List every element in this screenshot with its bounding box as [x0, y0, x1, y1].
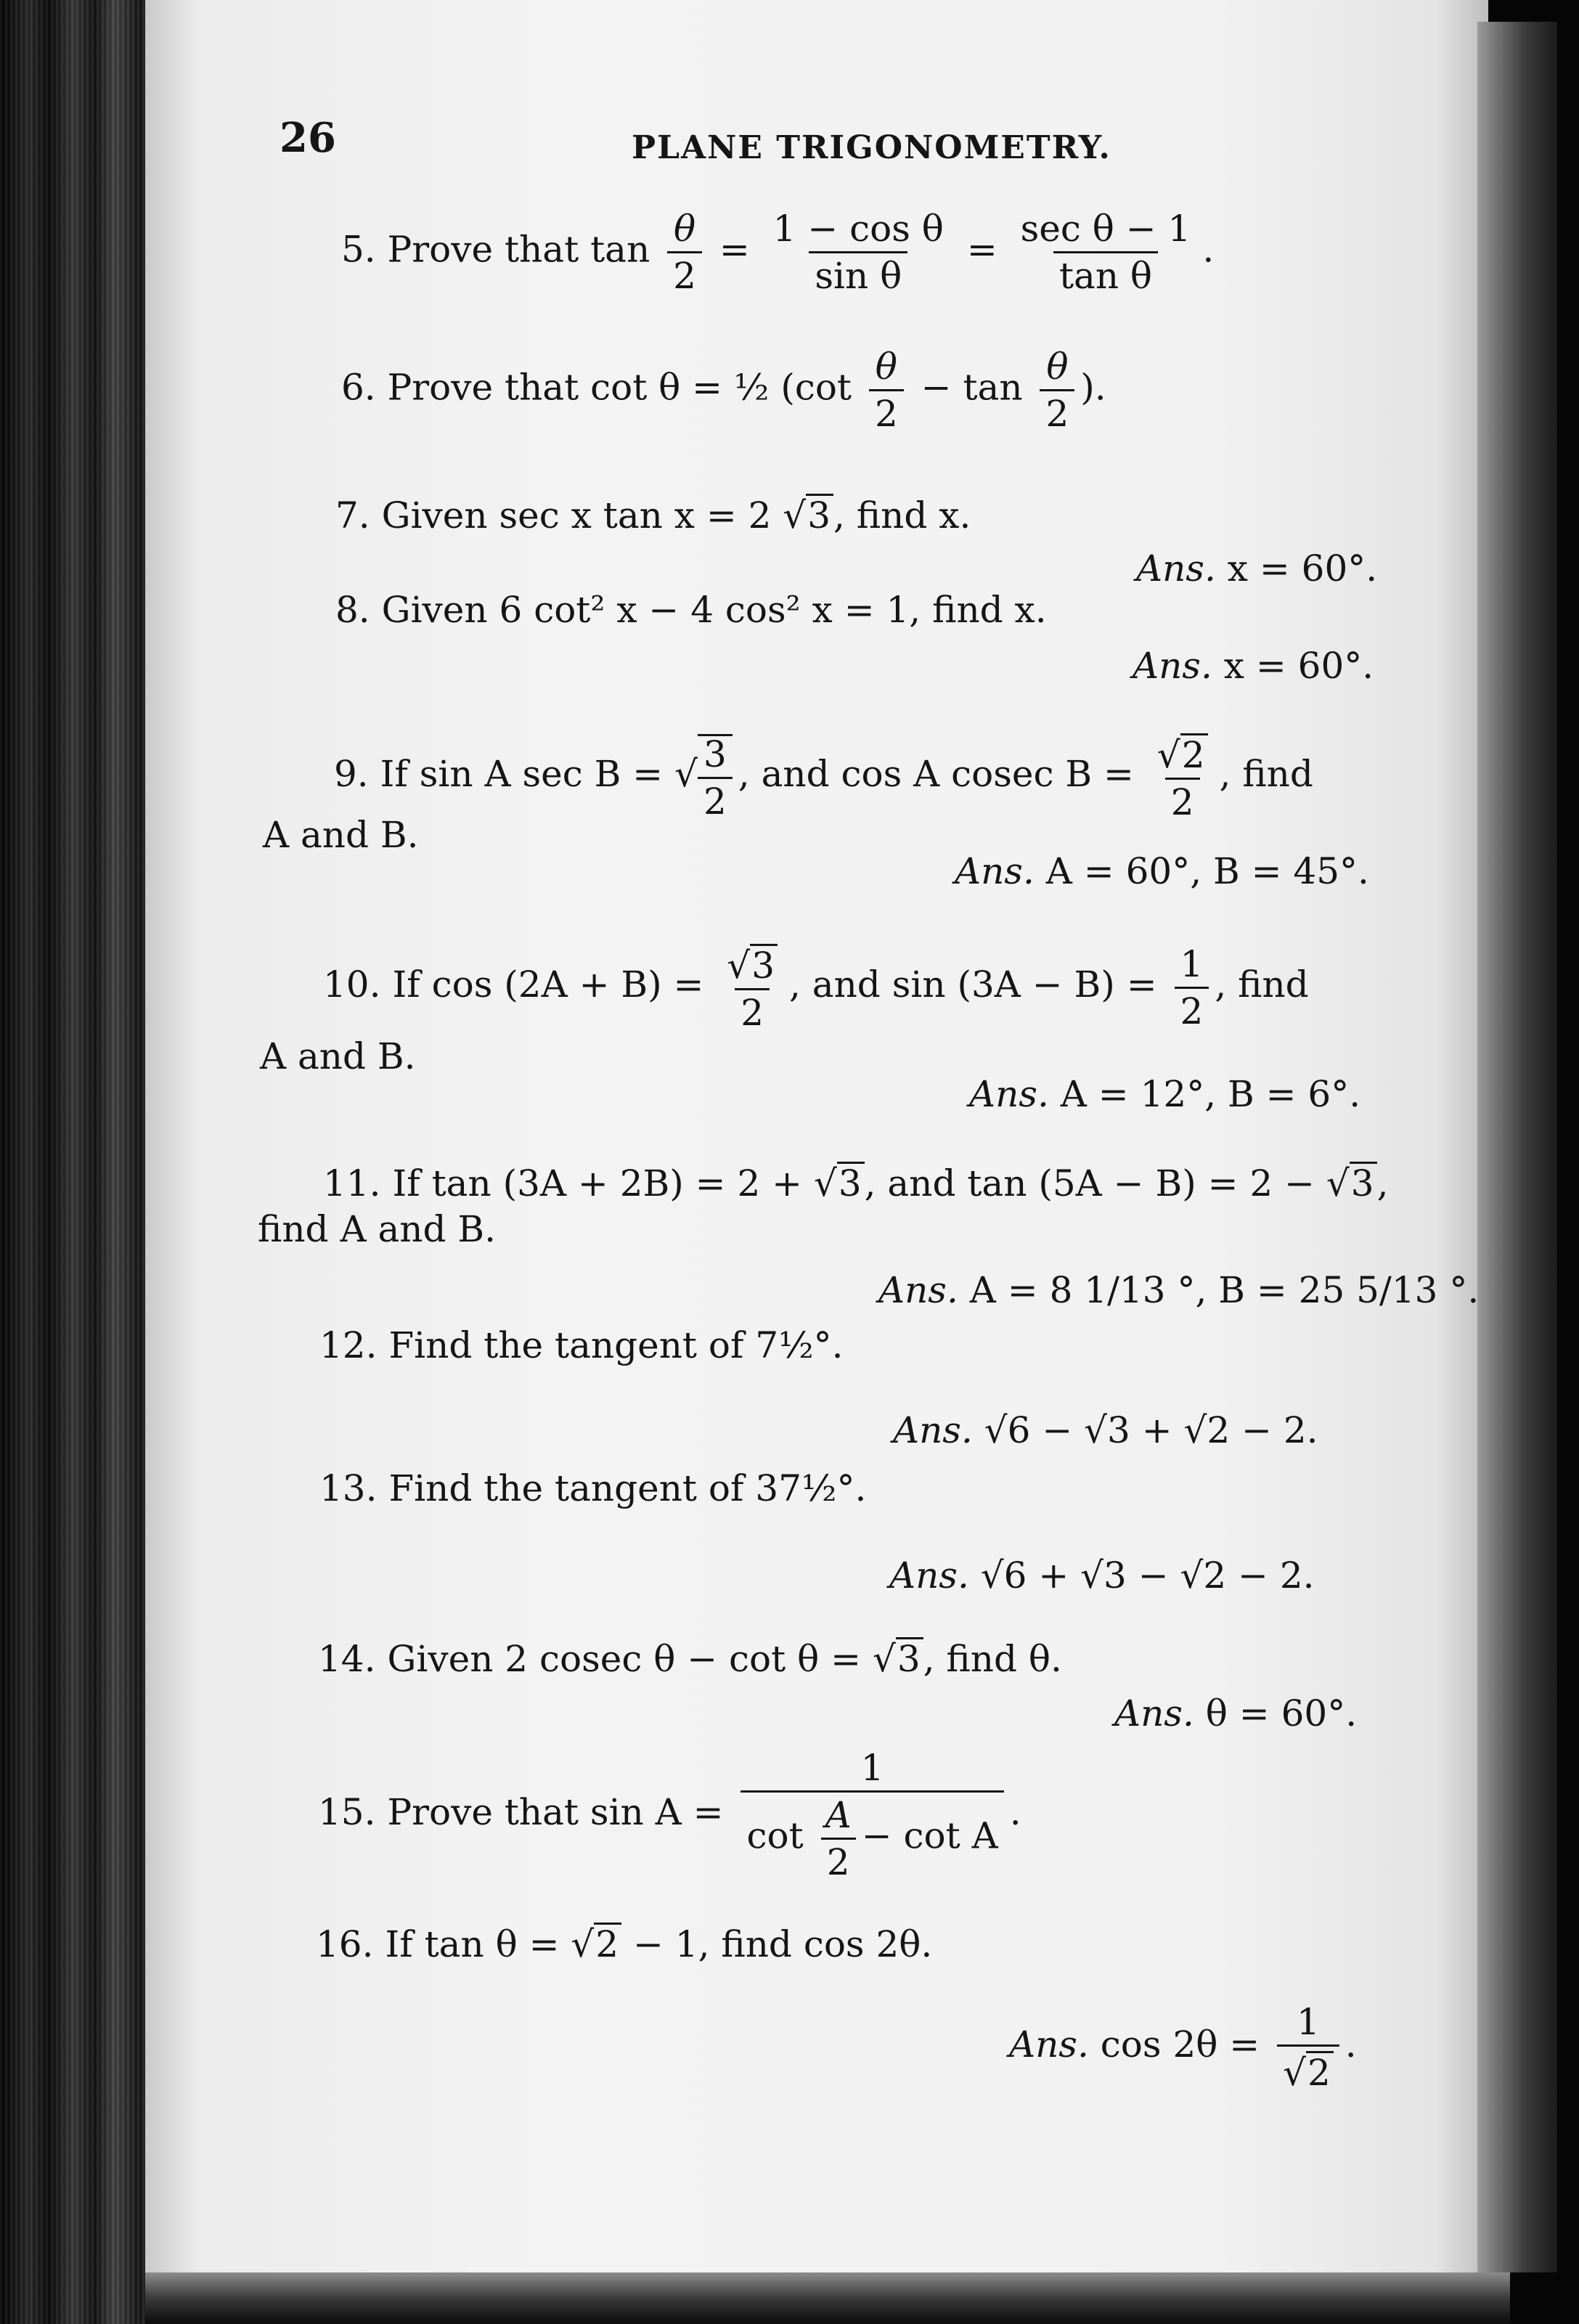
sqrt-sign: √ [571, 1923, 595, 1965]
problem-number: 8. [335, 589, 370, 631]
answer-8 [1133, 645, 1374, 687]
problem-number: 6. [341, 366, 376, 409]
problem-15: 15. Prove that sin A = 1 cot $\frac{A}{2}$ − cot A . [318, 1747, 1021, 1883]
fraction: $\frac{1}{2}$ [1175, 946, 1209, 1030]
fraction: $\frac{√2}{2}$ [1151, 733, 1214, 820]
radicand: 3 [806, 494, 833, 534]
answer-14 [1114, 1692, 1358, 1734]
radicand: 2 [594, 1923, 621, 1962]
page-number: 26 [280, 114, 336, 162]
fraction: $\frac{3}{2}$ [698, 734, 733, 820]
radicand: 3 [1350, 1162, 1377, 1202]
problem-11: 11. If tan (3A + 2B) = 2 + √3, and tan (5A − B) = 2 − √3, [323, 1162, 1389, 1204]
answer-label: Ans. [893, 1409, 973, 1451]
problem-text: Given 6 cot² x − 4 cos² x = 1, find x. [381, 589, 1047, 631]
answer-value: A = 8 1/13 °, B = 25 5/13 °. [969, 1269, 1480, 1311]
problem-12 [319, 1324, 844, 1366]
fraction: $\frac{\text{1 − cos θ}}{\text{sin θ}}$ [772, 208, 944, 297]
sqrt-sign: √ [872, 1638, 896, 1680]
problem-9: 9. If sin A sec B = √ $\frac{3}{2}$ , and cos A cosec B = $\frac{√2}{2}$ , find [334, 733, 1313, 823]
answer-label: Ans. [889, 1554, 969, 1597]
problem-text: If sin A sec B = [380, 753, 664, 795]
problem-text: Given sec x tan x = 2 [381, 494, 772, 537]
answer-10 [969, 1073, 1361, 1115]
answer-16: Ans. cos 2θ = $\frac{1}{√2}$ . [1009, 2001, 1357, 2094]
problem-text: If tan (3A + 2B) = 2 + [392, 1162, 803, 1204]
answer-7 [1136, 547, 1378, 590]
answer-value: √6 + √3 − √2 − 2. [980, 1554, 1315, 1597]
answer-value: √6 − √3 + √2 − 2. [984, 1409, 1318, 1451]
answer-13 [889, 1554, 1315, 1597]
sqrt-sign: √ [783, 494, 807, 537]
problem-number: 5. [341, 228, 376, 271]
answer-label: Ans. [1114, 1692, 1194, 1734]
problem-text: Find the tangent of 37½°. [388, 1467, 867, 1509]
problem-9-line2: A and B. [263, 814, 419, 856]
problem-number: 15. [318, 1791, 376, 1833]
answer-12 [893, 1409, 1318, 1451]
problem-number: 11. [323, 1162, 381, 1204]
problem-6: 6. Prove that cot θ = ½ (cot $\frac{\theta}{2}$ − tan $\frac{\theta}{2}$ ). [341, 346, 1106, 435]
fraction: $\frac{1}{√2}$ [1277, 2004, 1339, 2091]
problem-7: 7. Given sec x tan x = 2 √3, find x. [335, 494, 971, 537]
sqrt-sign: √ [1326, 1162, 1350, 1204]
problem-number: 13. [319, 1467, 378, 1509]
problem-text: Prove that sin A = [387, 1791, 724, 1833]
answer-value: θ = 60°. [1205, 1692, 1358, 1734]
problem-5: 5. Prove that tan $\frac{\theta}{2}$ = $\frac{\text{1 − cos θ}}{\text{sin θ}}$ = $\frac{\text{sec θ − 1}}{\text{tan θ}}$ . [341, 208, 1215, 297]
problem-10: 10. If cos (2A + B) = $\frac{√3}{2}$ , and sin (3A − B) = $\frac{1}{2}$ , find [323, 942, 1309, 1034]
answer-9 [955, 850, 1369, 892]
problem-text: If tan θ = [385, 1923, 560, 1965]
equals-sign: = [966, 228, 997, 271]
problem-number: 10. [323, 963, 381, 1006]
problem-16: 16. If tan θ = √2 − 1, find cos 2θ. [316, 1923, 933, 1965]
running-title: PLANE TRIGONOMETRY. [632, 129, 1111, 166]
answer-label: Ans. [1136, 547, 1216, 590]
problem-number: 7. [335, 494, 370, 537]
fraction: $\frac{\theta}{2}$ [869, 348, 904, 432]
problem-text: Prove that cot θ = ½ (cot [387, 366, 852, 409]
answer-value: A = 60°, B = 45°. [1045, 850, 1369, 892]
page-edge-right [1477, 22, 1557, 2272]
problem-8 [335, 589, 1047, 631]
fraction: $\frac{\text{sec θ − 1}}{\text{tan θ}}$ [1020, 208, 1191, 297]
problem-text: If cos (2A + B) = [392, 963, 704, 1006]
answer-label: Ans. [878, 1269, 958, 1311]
problem-number: 16. [316, 1923, 374, 1965]
answer-11 [878, 1269, 1480, 1311]
fraction: 1 cot $\frac{A}{2}$ − cot A [740, 1750, 1003, 1880]
problem-number: 14. [318, 1638, 376, 1680]
radicand: 3 [896, 1637, 923, 1677]
problem-11-line2: find A and B. [258, 1208, 497, 1250]
fraction: $\frac{√3}{2}$ [721, 944, 783, 1031]
answer-value: A = 12°, B = 6°. [1060, 1073, 1361, 1115]
problem-14: 14. Given 2 cosec θ − cot θ = √3, find θ. [318, 1638, 1062, 1680]
book-binding [0, 0, 163, 2324]
problem-10-line2: A and B. [260, 1035, 416, 1077]
radicand: 3 [837, 1162, 865, 1202]
problem-number: 12. [319, 1324, 378, 1366]
sqrt-sign: √ [813, 1162, 837, 1204]
answer-label: Ans. [1009, 2023, 1089, 2066]
problem-text: Given 2 cosec θ − cot θ = [387, 1638, 862, 1680]
problem-text: Find the tangent of 7½°. [388, 1324, 844, 1366]
sqrt-sign: √ [674, 753, 698, 795]
answer-value: x = 60°. [1223, 645, 1374, 687]
problem-13 [319, 1467, 867, 1509]
page-edge-bottom [145, 2272, 1510, 2324]
fraction: $\frac{\theta}{2}$ [1040, 348, 1074, 432]
answer-label: Ans. [955, 850, 1035, 892]
equals-sign: = [719, 228, 750, 271]
fraction: $\frac{\theta}{2}$ [667, 211, 702, 294]
answer-value: x = 60°. [1227, 547, 1378, 590]
answer-label: Ans. [1133, 645, 1212, 687]
problem-text: Prove that tan [387, 228, 650, 271]
answer-label: Ans. [969, 1073, 1049, 1115]
problem-number: 9. [334, 753, 369, 795]
